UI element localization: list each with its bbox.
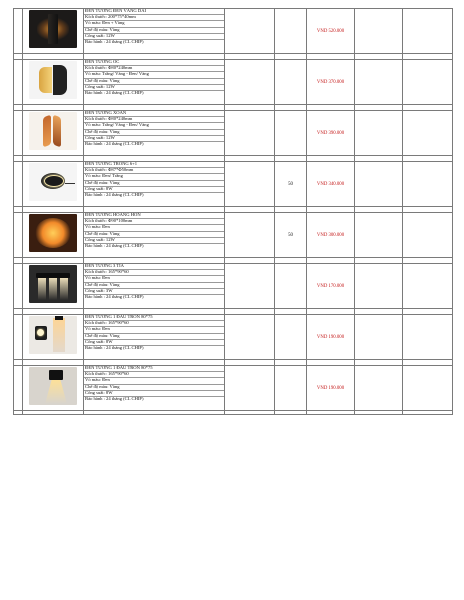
- quantity-cell: [275, 366, 307, 411]
- price-value: VND 190.000: [316, 385, 345, 391]
- product-light-color: Chế độ màu: Vàng: [84, 130, 224, 136]
- index-cell: [14, 162, 23, 207]
- empty-cell: [225, 264, 275, 309]
- product-image-cell: [23, 111, 84, 156]
- spacer-row: [14, 411, 453, 415]
- product-image-cell: [23, 264, 84, 309]
- sunset-wall-lamp-icon: [29, 214, 77, 252]
- product-row: [14, 60, 453, 105]
- product-warranty: Bảo hành : 24 tháng (CL CHÍP): [85, 90, 144, 95]
- empty-cell: [225, 162, 275, 207]
- product-light-color: Chế độ màu: Vàng: [84, 334, 224, 340]
- product-description: [84, 9, 225, 54]
- empty-cell: [403, 315, 453, 360]
- empty-cell: [403, 60, 453, 105]
- index-cell: [14, 111, 23, 156]
- product-description: [84, 111, 225, 156]
- product-housing-color: Vỏ màu: Đen: [84, 225, 224, 231]
- price-value: VND 520.000: [316, 28, 345, 34]
- product-light-color: Chế độ màu: Vàng: [84, 181, 224, 187]
- single-head-downlight-wall-lamp-icon: [29, 367, 77, 405]
- empty-cell: [225, 366, 275, 411]
- product-warranty: Bảo hành : 24 tháng (CL CHÍP): [85, 243, 144, 248]
- round-ring-wall-lamp-icon: [29, 163, 77, 201]
- product-row: [14, 162, 453, 207]
- product-name: ĐÈN TƯỜNG HOÀNG HÔN: [84, 213, 224, 219]
- price-cell: [307, 366, 355, 411]
- empty-cell: [225, 213, 275, 258]
- product-name: ĐÈN TƯỜNG 1 ĐẦU TRÒN 80*75: [84, 366, 224, 372]
- product-row: [14, 213, 453, 258]
- product-warranty: Bảo hành : 24 tháng (CL CHÍP): [85, 396, 144, 401]
- product-size: Kích thước: 200*75*40mm: [84, 15, 224, 21]
- empty-cell: [355, 162, 403, 207]
- quantity-cell: [275, 60, 307, 105]
- empty-cell: [355, 60, 403, 105]
- empty-cell: [403, 213, 453, 258]
- three-beam-wall-lamp-icon: [29, 265, 77, 303]
- product-size: Kích thước: Φ80*240mm: [84, 117, 224, 123]
- price-cell: [307, 162, 355, 207]
- index-cell: [14, 315, 23, 360]
- product-description: [84, 213, 225, 258]
- product-row: [14, 366, 453, 411]
- product-power: Công suất: 12W: [84, 85, 224, 91]
- twisted-wall-lamp-icon: [29, 112, 77, 150]
- price-value: VND 370.000: [316, 79, 345, 85]
- empty-cell: [225, 315, 275, 360]
- product-light-color: Chế độ màu: Vàng: [84, 283, 224, 289]
- empty-cell: [225, 111, 275, 156]
- product-housing-color: Vỏ màu: Trắng/ Vàng - Đen/ Vàng: [84, 72, 224, 78]
- empty-cell: [355, 264, 403, 309]
- product-image-cell: [23, 60, 84, 105]
- product-name: ĐÈN TƯỜNG TRÒNG 6+1: [84, 162, 224, 168]
- product-name: ĐÈN TƯỜNG ỐC: [84, 60, 224, 66]
- product-power: Công suất: 12W: [84, 136, 224, 142]
- product-power: Công suất: 12W: [84, 238, 224, 244]
- price-cell: [307, 111, 355, 156]
- index-cell: [14, 366, 23, 411]
- empty-cell: [403, 366, 453, 411]
- product-housing-color: Vỏ màu: Đen: [84, 327, 224, 333]
- product-size: Kích thước: Φ80*240mm: [84, 66, 224, 72]
- product-image-cell: [23, 213, 84, 258]
- product-size: Kích thước: Φ87*Φ50mm: [84, 168, 224, 174]
- quantity-cell: [275, 264, 307, 309]
- product-image-cell: [23, 162, 84, 207]
- empty-cell: [355, 213, 403, 258]
- price-value: VND 390.000: [316, 130, 345, 136]
- index-cell: [14, 264, 23, 309]
- product-light-color: Chế độ màu: Vàng: [84, 232, 224, 238]
- empty-cell: [355, 9, 403, 54]
- product-description: [84, 162, 225, 207]
- snail-wall-lamp-icon: [29, 61, 77, 99]
- product-description: [84, 264, 225, 309]
- quantity-cell: 50: [275, 213, 307, 258]
- price-value: VND 190.000: [316, 334, 345, 340]
- product-size: Kích thước: 165*90*60: [84, 321, 224, 327]
- product-price-sheet: [13, 8, 452, 415]
- empty-cell: [225, 60, 275, 105]
- product-warranty: Bảo hành : 24 tháng (CL CHÍP): [85, 345, 144, 350]
- price-value: VND 300.000: [316, 232, 345, 238]
- product-housing-color: Vỏ màu: Đen/ Trắng: [84, 174, 224, 180]
- product-size: Kích thước: 165*90*60: [84, 372, 224, 378]
- product-power: Công suất: 8W: [84, 391, 224, 397]
- product-light-color: Chế độ màu: Vàng: [84, 28, 224, 34]
- product-name: ĐÈN TƯỜNG 1 ĐẦU TRÒN 80*75: [84, 315, 224, 321]
- index-cell: [14, 9, 23, 54]
- single-round-head-wall-lamp-icon: [29, 316, 77, 354]
- quantity-cell: 50: [275, 162, 307, 207]
- product-housing-color: Vỏ màu: Trắng/ Vàng - Đen/ Vàng: [84, 123, 224, 129]
- product-description: [84, 60, 225, 105]
- product-row: [14, 111, 453, 156]
- product-power: Công suất: 8W: [84, 187, 224, 193]
- price-value: VND 340.000: [316, 181, 345, 187]
- product-light-color: Chế độ màu: Vàng: [84, 385, 224, 391]
- product-warranty: Bảo hành : 24 tháng (CL CHÍP): [85, 192, 144, 197]
- price-cell: [307, 213, 355, 258]
- product-name: ĐÈN TƯỜNG 3 TIA: [84, 264, 224, 270]
- product-image-cell: [23, 366, 84, 411]
- product-description: [84, 315, 225, 360]
- product-table: [13, 8, 453, 415]
- product-power: Công suất: 8W: [84, 340, 224, 346]
- product-name: ĐÈN TƯỜNG XOẮN: [84, 111, 224, 117]
- product-description: [84, 366, 225, 411]
- product-power: Công suất: 3W: [84, 289, 224, 295]
- product-housing-color: Vỏ màu: Đen: [84, 378, 224, 384]
- empty-cell: [225, 9, 275, 54]
- product-row: [14, 9, 453, 54]
- product-row: [14, 315, 453, 360]
- product-power: Công suất: 12W: [84, 34, 224, 40]
- empty-cell: [403, 162, 453, 207]
- product-warranty: Bảo hành : 24 tháng (CL CHÍP): [85, 294, 144, 299]
- quantity-cell: [275, 315, 307, 360]
- empty-cell: [355, 315, 403, 360]
- product-image-cell: [23, 315, 84, 360]
- product-image-cell: [23, 9, 84, 54]
- empty-cell: [403, 9, 453, 54]
- product-size: Kích thước: Φ90*100mm: [84, 219, 224, 225]
- price-value: VND 170.000: [316, 283, 345, 289]
- price-cell: [307, 315, 355, 360]
- price-cell: [307, 264, 355, 309]
- empty-cell: [403, 264, 453, 309]
- product-row: [14, 264, 453, 309]
- price-cell: [307, 9, 355, 54]
- product-light-color: Chế độ màu: Vàng: [84, 79, 224, 85]
- product-housing-color: Vỏ màu: Đen: [84, 276, 224, 282]
- empty-cell: [355, 366, 403, 411]
- product-warranty: Bảo hành : 24 tháng (CL CHÍP): [85, 141, 144, 146]
- product-housing-color: Vỏ màu: Đen + Vàng: [84, 21, 224, 27]
- product-warranty: Bảo hành : 24 tháng (CL CHÍP): [85, 39, 144, 44]
- index-cell: [14, 213, 23, 258]
- empty-cell: [355, 111, 403, 156]
- empty-cell: [403, 111, 453, 156]
- product-size: Kích thước: 165*90*60: [84, 270, 224, 276]
- price-cell: [307, 60, 355, 105]
- quantity-cell: [275, 111, 307, 156]
- product-name: ĐÈN TƯỜNG ĐEN VÀNG DÀI: [84, 9, 224, 15]
- dark-wall-lamp-gold-glow-icon: [29, 10, 77, 48]
- index-cell: [14, 60, 23, 105]
- quantity-cell: [275, 9, 307, 54]
